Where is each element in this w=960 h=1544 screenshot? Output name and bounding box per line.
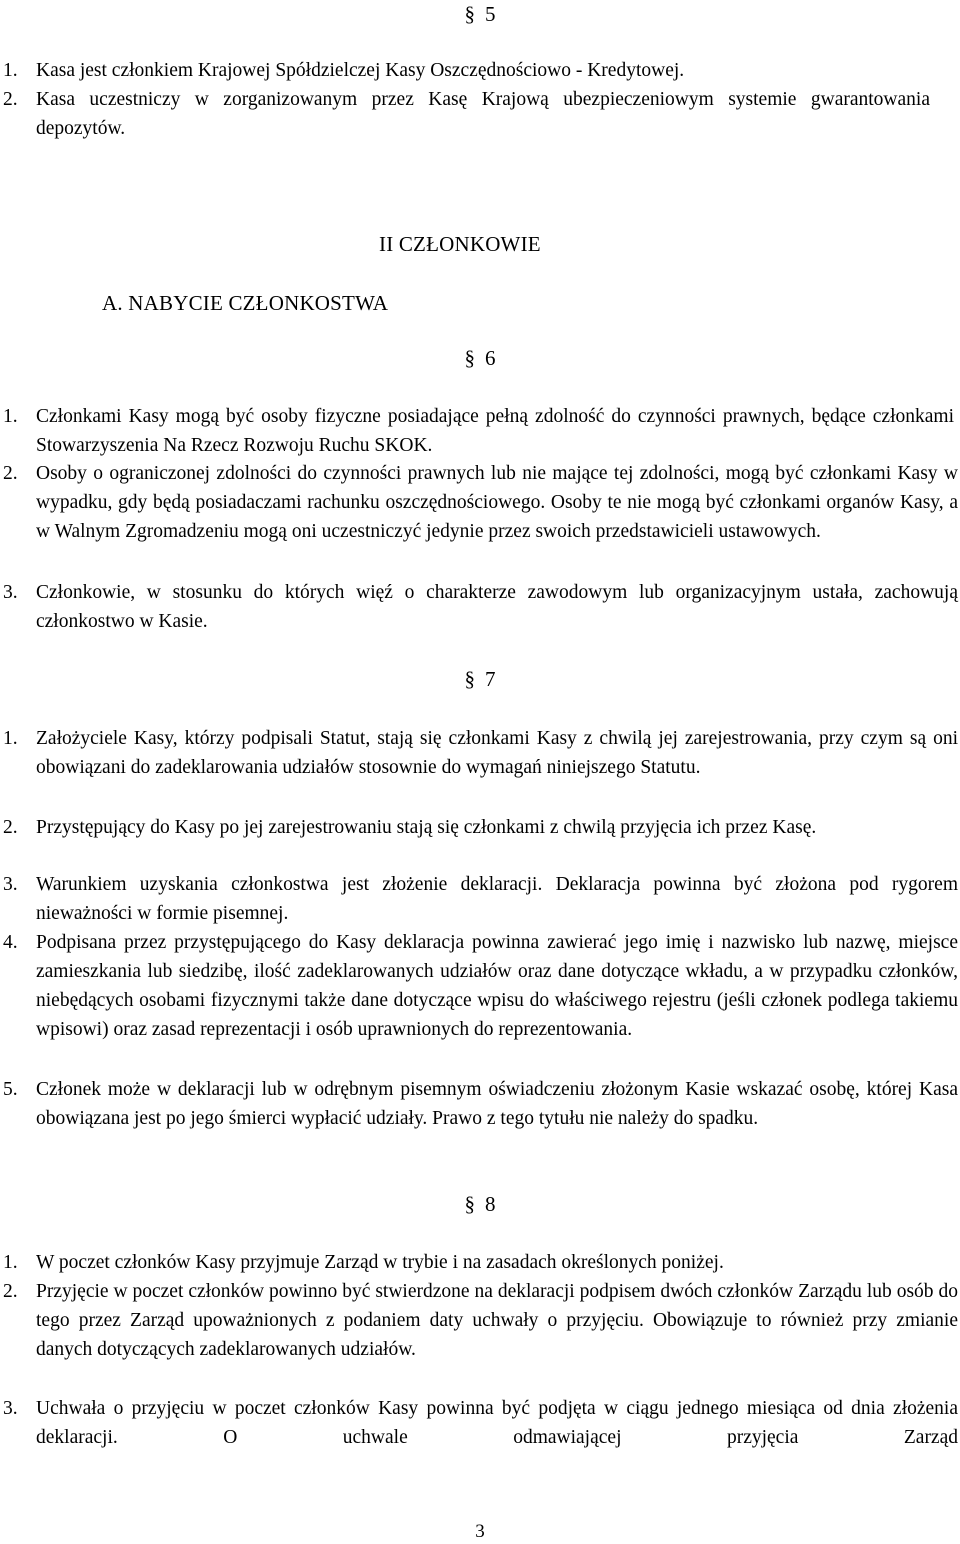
page-number: 3 bbox=[475, 1521, 485, 1542]
section-number: 7 bbox=[485, 667, 496, 691]
item-number: 3. bbox=[3, 1398, 18, 1419]
chapter-title: II CZŁONKOWIE bbox=[379, 232, 541, 256]
section-number: 8 bbox=[485, 1192, 496, 1216]
item-number: 4. bbox=[3, 932, 18, 953]
item-text: Warunkiem uzyskania członkostwa jest złożenie deklaracji. Deklaracja powinna być złożona pod rygorem nieważności w formie pisemnej. bbox=[36, 874, 958, 924]
item-text: Przyjęcie w poczet członków powinno być stwierdzone na deklaracji podpisem dwóch członków Zarządu lub osób do tego przez Zarząd upoważnionych z podaniem daty uchwały o przyjęciu. Obowiązuje to również przy zmianie danych dotyczących zadeklarowanych udziałów. bbox=[36, 1281, 958, 1360]
section-heading-6 bbox=[0, 346, 960, 370]
item-number: 3. bbox=[3, 582, 18, 603]
section-sign: § bbox=[464, 667, 475, 691]
item-text: Osoby o ograniczonej zdolności do czynności prawnych lub nie mające tej zdolności, mogą być członkami Kasy w wypadku, gdy będą posiadaczami rachunku oszczędnościowego. Osoby te nie mogą być członkami organów Kasy, a w Walnym Zgromadzeniu mogą oni uczestniczyć jedynie przez swoich przedstawicieli ustawowych. bbox=[36, 463, 958, 542]
item-number: 5. bbox=[3, 1079, 18, 1100]
item-number: 3. bbox=[3, 874, 18, 895]
section-heading-7 bbox=[0, 667, 960, 691]
item-number: 1. bbox=[3, 1252, 18, 1273]
section-sign: § bbox=[464, 346, 475, 370]
item-text: Kasa jest członkiem Krajowej Spółdzielczej Kasy Oszczędnościowo - Kredytowej. bbox=[36, 60, 685, 81]
item-number: 2. bbox=[3, 1281, 18, 1302]
item-text: Członkowie, w stosunku do których więź o charakterze zawodowym lub organizacyjnym ustała, zachowują członkostwo w Kasie. bbox=[36, 582, 958, 632]
section-sign: § bbox=[464, 2, 475, 26]
subchapter-title: A. NABYCIE CZŁONKOSTWA bbox=[102, 291, 389, 315]
item-number: 2. bbox=[3, 817, 18, 838]
item-number: 2. bbox=[3, 89, 18, 110]
item-number: 1. bbox=[3, 60, 18, 81]
item-text: Uchwała o przyjęciu w poczet członków Kasy powinna być podjęta w ciągu jednego miesiąca od dnia złożenia deklaracji. O uchwale odmawiającej przyjęcia Zarząd bbox=[36, 1398, 958, 1448]
item-text: Kasa uczestniczy w zorganizowanym przez Kasę Krajową ubezpieczeniowym systemie gwarantowania depozytów. bbox=[36, 89, 930, 139]
item-text: Członkami Kasy mogą być osoby fizyczne posiadające pełną zdolność do czynności prawnych, będące członkami Stowarzyszenia Na Rzecz Rozwoju Ruchu SKOK. bbox=[36, 406, 954, 456]
item-number: 1. bbox=[3, 406, 18, 427]
section-number: 6 bbox=[485, 346, 496, 370]
section-heading-5 bbox=[0, 2, 960, 26]
item-text: Założyciele Kasy, którzy podpisali Statut, stają się członkami Kasy z chwilą jej zarejestrowania, przy czym są oni obowiązani do zadeklarowania udziałów stosownie do wymagań niniejszego Statutu. bbox=[36, 728, 958, 778]
item-number: 1. bbox=[3, 728, 18, 749]
item-text: W poczet członków Kasy przyjmuje Zarząd w trybie i na zasadach określonych poniżej. bbox=[36, 1252, 724, 1273]
section-sign: § bbox=[464, 1192, 475, 1216]
item-text: Członek może w deklaracji lub w odrębnym pisemnym oświadczeniu złożonym Kasie wskazać osobę, której Kasa obowiązana jest po jego śmierci wypłacić udziały. Prawo z tego tytułu nie należy do spadku. bbox=[36, 1079, 958, 1129]
item-text: Podpisana przez przystępującego do Kasy deklaracja powinna zawierać jego imię i nazwisko lub nazwę, miejsce zamieszkania lub siedzibę, ilość zadeklarowanych udziałów oraz dane dotyczące wkładu, a w przypadku członków, niebędących osobami fizycznymi także dane dotyczące wpisu do właściwego rejestru (jeśli członek podlega takiemu wpisowi) oraz zasad reprezentacji i osób uprawnionych do reprezentowania. bbox=[36, 932, 958, 1040]
item-number: 2. bbox=[3, 463, 18, 484]
section-number: 5 bbox=[485, 2, 496, 26]
item-text: Przystępujący do Kasy po jej zarejestrowaniu stają się członkami z chwilą przyjęcia ich przez Kasę. bbox=[36, 817, 817, 838]
section-heading-8 bbox=[0, 1192, 960, 1216]
